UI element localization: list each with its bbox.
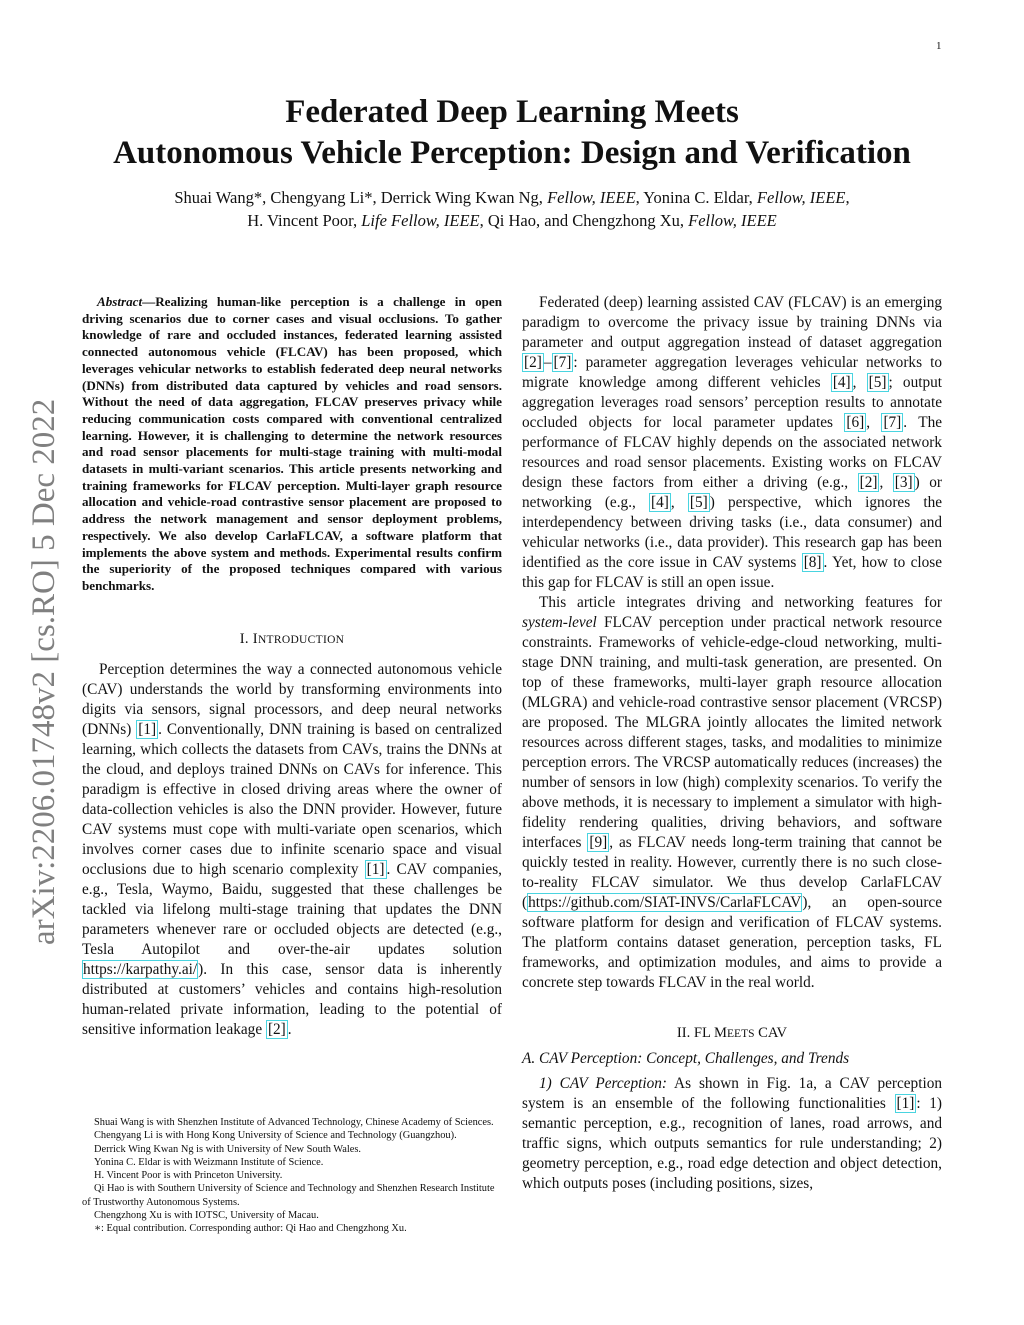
paragraph-text: . Yet, how to close this gap for FLCAV is still an open issue. — [522, 554, 943, 591]
citation-link[interactable]: [1] — [366, 860, 385, 878]
abstract-label: Abstract — [97, 294, 143, 309]
url-link[interactable]: https://karpathy.ai/ — [83, 960, 198, 978]
footnote: Chengyang Li is with Hong Kong University of Science and Technology (Guangzhou). — [94, 1130, 457, 1142]
paragraph-text: , — [852, 374, 867, 391]
emphasis-text: system-level — [522, 614, 597, 631]
paragraph-text: ) or networking (e.g., — [522, 474, 942, 511]
intro-paragraph — [82, 660, 502, 1040]
citation-link[interactable]: [1] — [138, 720, 157, 738]
paragraph-label: 1) CAV Perception: — [539, 1075, 668, 1092]
footnote: Shuai Wang is with Shenzhen Institute of Advanced Technology, Chinese Academy of Sciences. — [94, 1117, 494, 1128]
section-heading-fl-meets-cav — [522, 1025, 942, 1042]
contribution-paragraph — [522, 593, 942, 993]
title-line-1: Federated Deep Learning Meets — [285, 94, 739, 130]
arxiv-identifier[interactable]: arXiv:2206.01748v2 [cs.RO] 5 Dec 2022 — [26, 398, 62, 945]
section-numeral: II. — [676, 1025, 694, 1041]
author-names: , Yonina C. Eldar, — [635, 188, 757, 207]
footnote: ∗: Equal contribution. Corresponding author: Qi Hao and Chengzhong Xu. — [94, 1223, 407, 1235]
section-numeral: I. — [239, 630, 253, 647]
section-heading-introduction — [82, 631, 502, 648]
footnote: Chengzhong Xu is with IOTSC, University of Macau. — [94, 1210, 319, 1222]
author-title: Life Fellow, IEEE — [361, 211, 480, 230]
paragraph-text: ), an open-source software platform for design and verification of FLCAV systems. The platform contains dataset generation, perception tasks, FL frameworks, and optimization modules, and aims to provide a concrete step towards FLCAV in the real world. — [522, 894, 942, 991]
url-link[interactable]: https://github.com/SIAT-INVS/CarlaFLCAV — [528, 894, 802, 911]
citation-link[interactable]: [7] — [883, 414, 902, 431]
abstract — [82, 294, 502, 595]
section-heading-part: EETS — [727, 1028, 755, 1040]
paragraph-text: ) perspective, which ignores the interdependency between driving tasks (i.e., data consumer) and vehicular networks (i.e., data provider). This research gap has been identified as the core issue in CAV systems — [522, 494, 943, 571]
cav-perception-paragraph — [522, 1074, 942, 1194]
paragraph-text: Federated (deep) learning assisted CAV (FLCAV) is an emerging paradigm to overcome the privacy issue by training DNNs via parameter and output aggregation instead of dataset aggregation — [522, 294, 942, 351]
paragraph-text: . CAV companies, e.g., Tesla, Waymo, Baidu, suggested that these challenges be tackled via lifelong multi-stage training that updates the DNN parameters whenever rare or occluded objects are detected (e.g., Tesla Autopilot and over-the-air updates solution — [82, 860, 502, 958]
footnote: Yonina C. Eldar is with Weizmann Institute of Science. — [94, 1156, 324, 1168]
paragraph-text: . Conventionally, DNN training is based on centralized learning, which collects the datasets from CAVs, trains the DNNs at the cloud, and deploys trained DNNs on CAVs for inference. This paradigm is effective in closed driving areas where the owner of data-collection vehicles is also the DNN provider. However, future CAV systems must cope with multi-variate open scenarios, which involves corner cases due to infinite scenario space and visual occlusions due to high scenario complexity — [82, 720, 503, 878]
citation-link[interactable]: [9] — [589, 834, 608, 851]
paragraph-text: . The performance of FLCAV highly depends on the associated network resources and road sensor placements. Existing works on FLCAV design these factors from either a driving (e.g., — [522, 414, 943, 491]
footnote: Qi Hao is with Southern University of Science and Technology and Shenzhen Research Institute of Trustworthy Autonomous Systems. — [82, 1183, 495, 1208]
author-line-2 — [60, 209, 964, 232]
footnote: H. Vincent Poor is with Princeton University. — [94, 1170, 283, 1182]
citation-link[interactable]: [3] — [894, 474, 913, 491]
paragraph-text: As shown in Fig. 1a, a CAV perception system is an ensemble of the following functionalities — [522, 1075, 942, 1112]
paragraph-text: : parameter aggregation leverages vehicular networks to migrate knowledge among different vehicles — [522, 354, 942, 391]
paragraph-text: ). In this case, sensor data is inherently distributed at customers’ vehicles and contains high-resolution human-related private information, leading to the potential of sensitive information leakage — [82, 960, 502, 1038]
author-names: , Qi Hao, and Chengzhong Xu, — [479, 211, 689, 230]
author-list — [60, 186, 964, 232]
abstract-text: —Realizing human-like perception is a challenge in open driving scenarios due to corner cases and visual occlusions. To gather knowledge of rare and occluded instances, federated learning assisted connected autonomous vehicle (FLCAV) has been proposed, which leverages vehicular networks to establish federated deep neural networks (DNNs) from distributed data captured by vehicles and road sensors. Without the need of data aggregation, FLCAV preserves privacy while reducing communication costs compared with conventional centralized learning. However, it is challenging to determine the network resources and road sensor placements for multi-stage training with multi-modal datasets in multi-variant scenarios. This article presents networking and training frameworks for FLCAV perception. Multi-layer graph resource allocation and vehicle-road contrastive sensor placement are proposed to address the network management and sensor deployment problems, respectively. We also develop CarlaFLCAV, a software platform that implements the above system and methods. Experimental results confirm the superiority of the proposed techniques compared with various benchmarks. — [82, 294, 502, 593]
right-column — [522, 293, 942, 1194]
author-names: Shuai Wang*, Chengyang Li*, Derrick Wing Kwan Ng, — [174, 188, 548, 207]
citation-link[interactable]: [5] — [868, 374, 887, 391]
paragraph-text: , as FLCAV needs long-term training that cannot be quickly tested in reality. However, currently there is no such close-to-reality FLCAV simulator. We thus develop CarlaFLCAV ( — [522, 834, 942, 911]
citation-link[interactable]: [4] — [651, 494, 669, 511]
author-names: H. Vincent Poor, — [247, 211, 362, 230]
citation-link[interactable]: [2] — [267, 1020, 286, 1038]
subsection-heading: A. CAV Perception: Concept, Challenges, and Trends — [522, 1050, 850, 1067]
title-line-2: Autonomous Vehicle Perception: Design and Verification — [113, 135, 911, 171]
paragraph-text: . — [287, 1020, 292, 1038]
page-number: 1 — [936, 40, 942, 52]
paragraph-text: , — [879, 474, 893, 491]
paragraph-text: This article integrates driving and networking features for — [539, 594, 942, 611]
paper-title — [60, 92, 964, 174]
footnote: Derrick Wing Kwan Ng is with University of New South Wales. — [94, 1143, 362, 1155]
citation-link[interactable]: [6] — [846, 414, 865, 431]
section-heading-rest: NTRODUCTION — [257, 633, 345, 646]
section-heading-part: CAV — [754, 1025, 788, 1041]
left-column — [82, 294, 502, 1040]
author-title: Fellow, IEEE — [547, 188, 636, 207]
citation-link[interactable]: [7] — [553, 354, 572, 371]
author-separator: , — [845, 188, 850, 207]
section-heading-initial: I — [252, 630, 258, 647]
paragraph-text: Perception determines the way a connected autonomous vehicle (CAV) understands the world by transforming environments into digits via sensors, signal processors, and deep neural networks (DNNs) — [82, 660, 502, 738]
citation-link[interactable]: [1] — [896, 1095, 915, 1112]
citation-link[interactable]: [5] — [689, 494, 708, 511]
flcav-paragraph — [522, 293, 942, 593]
citation-link[interactable]: [4] — [832, 374, 851, 391]
citation-link[interactable]: [8] — [803, 554, 822, 571]
citation-link[interactable]: [2] — [859, 474, 878, 491]
citation-link[interactable]: [2] — [524, 354, 542, 371]
author-line-1 — [60, 186, 964, 209]
author-title: Fellow, IEEE — [688, 211, 777, 230]
section-heading-part: FL M — [693, 1025, 728, 1041]
paragraph-text: , — [866, 414, 882, 431]
paragraph-text: : 1) semantic perception, e.g., recognition of lanes, road arrows, and traffic signs, which outputs semantics for rule understanding; 2) geometry perception, e.g., road edge detection and object detection, which outputs poses (including positions, sizes, — [522, 1095, 942, 1192]
paragraph-text: ; output aggregation leverages road sensors’ perception results to annotate occluded objects for local parameter updates — [522, 374, 943, 431]
paragraph-text: – — [543, 354, 552, 371]
author-title: Fellow, IEEE — [756, 188, 846, 207]
paragraph-text: FLCAV perception under practical network resource constraints. Frameworks of vehicle-edge-cloud networking, multi-stage DNN training, and multi-task generation, are presented. On top of these frameworks, multi-layer graph resource allocation (MLGRA) and vehicle-road contrastive sensor placement (VRCSP) are proposed. The MLGRA jointly allocates the limited network resources across different stages, tasks, and modalities to minimize perception errors. The VRCSP automatically reduces (increases) the number of sensors in low (high) complexity scenarios. To verify the above methods, it is necessary to implement a simulator with high-fidelity rendering qualities, driving behaviors, and software interfaces — [522, 614, 942, 851]
footnotes — [82, 1116, 502, 1236]
paragraph-text: , — [670, 494, 688, 511]
